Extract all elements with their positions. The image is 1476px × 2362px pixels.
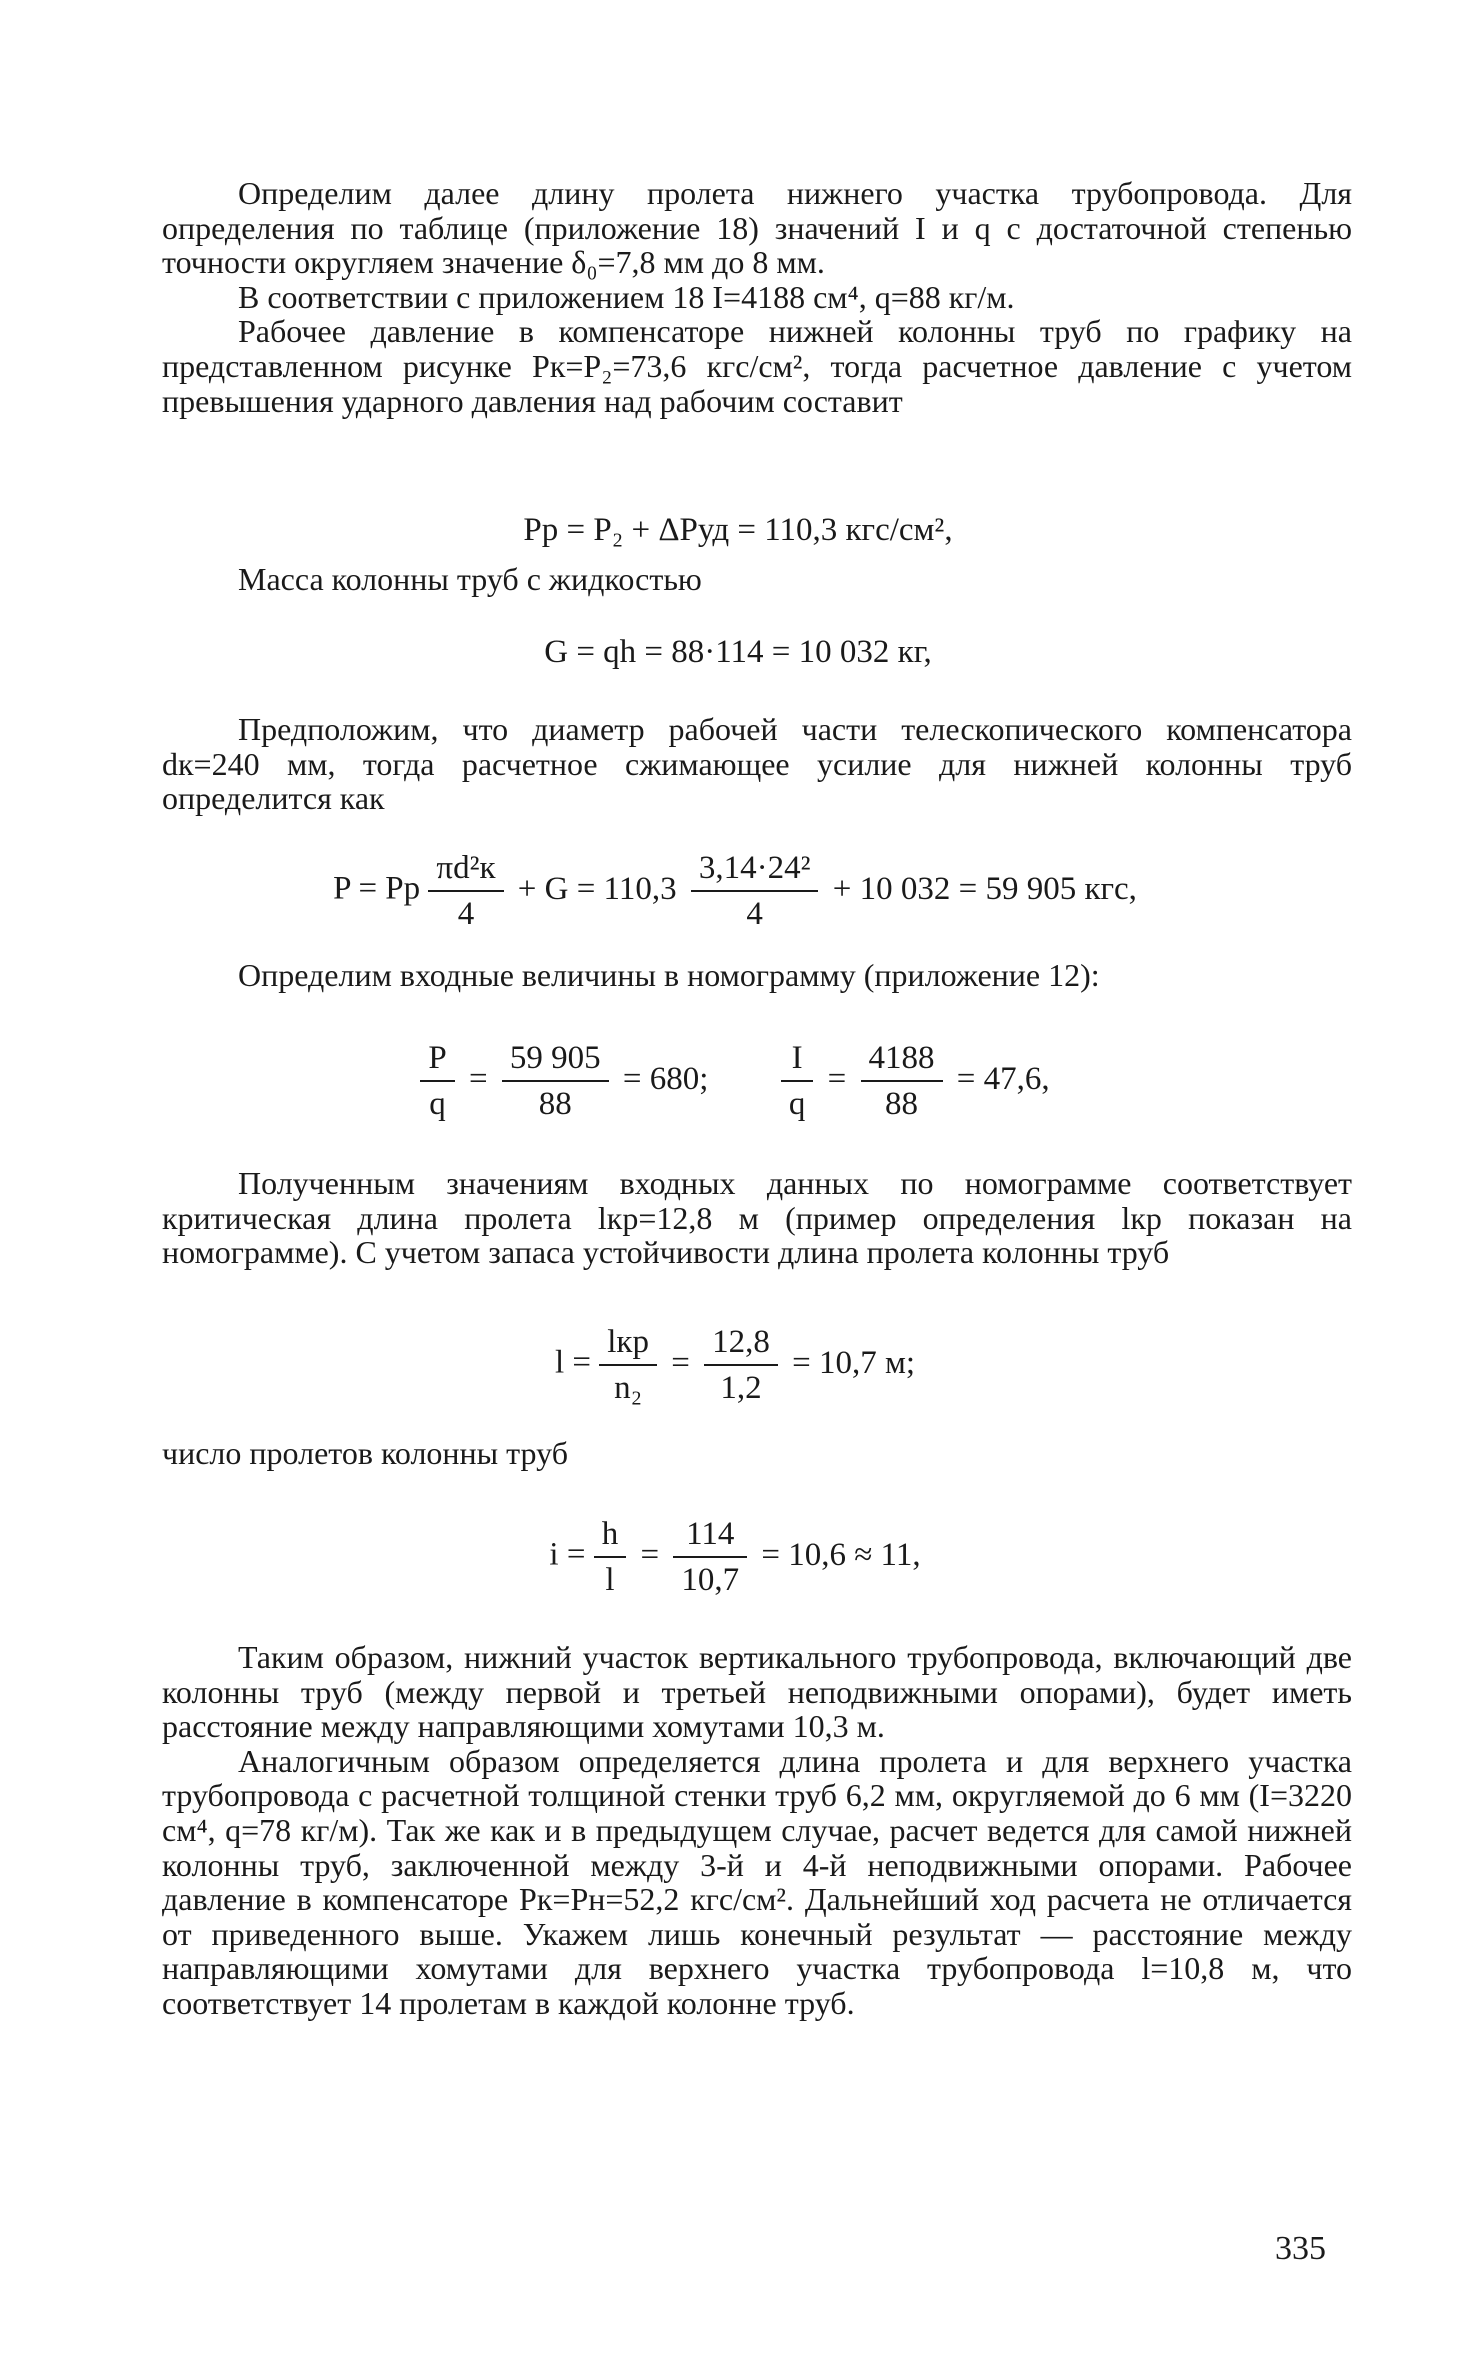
eq4-b-denominator: 88 (538, 1086, 572, 1122)
eq4-result-1: = 680; (622, 1060, 709, 1097)
paragraph-8: число пролетов колонны труб (162, 1435, 568, 1471)
text-block-mass (162, 562, 1352, 597)
eq4-c-denominator: q (788, 1086, 806, 1122)
eq6-lhs: i = (549, 1536, 586, 1573)
equation-count: i = $\frac{h}{l}$ = $\frac{114}{10,7}$ = 10,6 ≈ 11, (0, 1512, 1476, 1602)
eq5-b-denominator: 1,2 (720, 1370, 762, 1406)
equation-design-pressure: Pp = P₂ + ΔPуд = 110,3 кгс/см², (523, 512, 953, 548)
eq4-d-denominator: 88 (885, 1086, 918, 1122)
equation-inputs: $\frac{P}{q}$ = $\frac{59 905}{88}$ = 680; $\frac{I}{q}$ = $\frac{4188}{88}$ = 47,6, (0, 1036, 1476, 1126)
paragraph-2: В соответствии с приложением 18 I=4188 см⁴, q=88 кг/м. (238, 278, 1015, 315)
eq4-c-numerator: I (781, 1036, 814, 1082)
eq4-result-2: = 47,6, (956, 1060, 1050, 1097)
paragraph-6: Определим входные величины в номограмму (приложение 12): (238, 957, 1100, 993)
text-block-count (162, 1436, 1352, 1471)
eq4-b-numerator: 59 905 (502, 1036, 609, 1082)
eq5-rhs: = 10,7 м; (792, 1344, 916, 1381)
paragraph-3: Рабочее давление в компенсаторе нижней колонны труб по графику на представленном рисунке Pк=P₂=73,6 кгс/см², тогда расчетное давление с учетом превышения ударного давления над рабочим составит (162, 313, 1352, 419)
eq3-lhs: P = Pp (333, 870, 421, 907)
eq6-a-numerator: h (594, 1512, 627, 1558)
paragraph-9: Таким образом, нижний участок вертикального трубопровода, включающий две колонны труб (между первой и третьей неподвижными опорами), будет иметь расстояние между направляющими хомутами 10,3 м. (162, 1639, 1352, 1745)
eq3-middle: + G = 110,3 (517, 870, 677, 907)
page-number: 335 (1275, 2230, 1326, 2267)
text-block-top (162, 176, 1352, 418)
equation-span: l = $\frac{\text{lкр}}{\text{n₂}}$ = $\frac{12,8}{1,2}$ = 10,7 м; (0, 1320, 1476, 1410)
eq4-fraction-d (861, 1036, 943, 1126)
text-block-nomogram (162, 958, 1352, 993)
eq4-fraction-a (420, 1036, 454, 1126)
paragraph-7: Полученным значениям входных данных по номограмме соответствует критическая длина пролета lкр=12,8 м (пример определения lкр показан на номограмме). С учетом запаса устойчивости длина пролета колонны труб (162, 1165, 1352, 1271)
eq6-b-denominator: 10,7 (681, 1562, 740, 1598)
eq6-a-denominator: l (605, 1562, 615, 1598)
eq4-a-numerator: P (420, 1036, 454, 1082)
eq4-a-denominator: q (429, 1086, 446, 1122)
eq6-fraction-a (594, 1512, 627, 1602)
eq3-f1-numerator: πd²к (428, 846, 503, 892)
eq5-lhs: l = (554, 1344, 592, 1381)
paragraph-5: Предположим, что диаметр рабочей части телескопического компенсатора dк=240 мм, тогда расчетное сжимающее усилие для нижней колонны труб определится как (162, 711, 1352, 817)
eq5-b-numerator: 12,8 (704, 1320, 778, 1366)
equation-force (0, 846, 1476, 936)
eq3-f1-denominator: 4 (457, 896, 475, 932)
eq3-fraction-1 (428, 846, 503, 936)
paragraph-10: Аналогичным образом определяется длина пролета и для верхнего участка трубопровода с расчетной толщиной стенки труб 6,2 мм, округляемой до 6 мм (I=3220 см⁴, q=78 кг/м). Так же как и в предыдущем случае, расчет ведется для самой нижней колонны труб, заключенной между 3-й и 4-й неподвижными опорами. Рабочее давление в компенсаторе Pк=Pн=52,2 кгс/см². Дальнейший ход расчета не отличается от приведенного выше. Укажем лишь конечный результат — расстояние между направляющими хомутами для верхнего участка трубопровода l=10,8 м, что соответствует 14 пролетам в каждой колонне труб. (162, 1742, 1352, 2021)
eq3-rhs: + 10 032 = 59 905 кгс, (832, 870, 1137, 907)
eq4-fraction-b (502, 1036, 609, 1126)
eq6-b-numerator: 114 (673, 1512, 747, 1558)
eq3-f2-denominator: 4 (746, 896, 763, 932)
paragraph-4: Масса колонны труб с жидкостью (238, 561, 702, 597)
eq5-fraction-a (599, 1320, 657, 1410)
eq3-fraction-2 (691, 846, 819, 936)
eq4-d-numerator: 4188 (861, 1036, 943, 1082)
eq6-rhs: = 10,6 ≈ 11, (761, 1536, 921, 1573)
eq3-f2-numerator: 3,14·24² (691, 846, 819, 892)
eq5-a-numerator: lкр (599, 1320, 657, 1366)
eq4-fraction-c (781, 1036, 814, 1126)
paragraph-1: Определим далее длину пролета нижнего участка трубопровода. Для определения по таблице (приложение 18) значений I и q с достаточной степенью точности округляем значение δ₀=7,8 мм до 8 мм. (162, 175, 1352, 281)
eq5-fraction-b (704, 1320, 778, 1410)
equation-mass: G = qh = 88·114 = 10 032 кг, (544, 634, 932, 670)
eq5-a-denominator: n₂ (614, 1370, 643, 1406)
text-block-critical (162, 1166, 1352, 1270)
text-block-compensator (162, 712, 1352, 816)
text-block-conclusion (162, 1640, 1352, 2021)
eq6-fraction-b (673, 1512, 747, 1602)
